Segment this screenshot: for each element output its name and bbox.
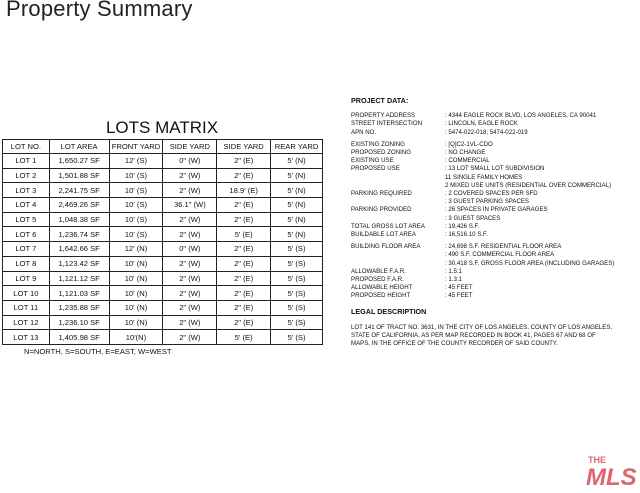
table-cell: 2" (W) xyxy=(163,212,217,227)
project-data-label: APN NO. xyxy=(351,128,377,136)
table-cell: 5' (N) xyxy=(271,154,323,169)
table-cell: 2" (E) xyxy=(217,212,271,227)
project-data-label xyxy=(351,251,445,259)
project-data-row xyxy=(351,182,636,190)
project-data-row xyxy=(351,268,636,276)
table-cell: LOT 3 xyxy=(3,183,50,198)
table-cell: LOT 9 xyxy=(3,271,50,286)
table-cell: 2" (W) xyxy=(163,168,217,183)
column-header: SIDE YARD xyxy=(163,140,217,154)
project-data-row xyxy=(351,129,636,137)
table-cell: LOT 11 xyxy=(3,300,50,315)
table-cell: 12' (S) xyxy=(109,154,163,169)
column-header: LOT NO. xyxy=(3,140,50,154)
table-cell: 5' (S) xyxy=(271,256,323,271)
table-cell: 10' (S) xyxy=(109,212,163,227)
project-data-row xyxy=(351,215,636,223)
table-cell: 2,241.75 SF xyxy=(49,183,109,198)
project-data-row xyxy=(351,149,636,157)
table-cell: 0" (W) xyxy=(163,154,217,169)
table-cell: 36.1" (W) xyxy=(163,198,217,213)
table-cell: 1,235.88 SF xyxy=(49,300,109,315)
legal-description-heading: LEGAL DESCRIPTION xyxy=(351,306,427,316)
project-data-label: BUILDABLE LOT AREA xyxy=(351,231,416,239)
table-row xyxy=(3,227,323,242)
project-data-value: : 3 GUEST PARKING SPACES xyxy=(445,198,529,206)
project-data-value: : COMMERCIAL xyxy=(445,157,490,165)
project-data-row xyxy=(351,243,636,251)
table-cell: 1,501.88 SF xyxy=(49,168,109,183)
table-cell: LOT 2 xyxy=(3,168,50,183)
mls-logo-mls-text: MLS xyxy=(586,464,637,489)
project-data-value: : 45 FEET xyxy=(445,292,473,300)
direction-legend: N=NORTH, S=SOUTH, E=EAST, W=WEST xyxy=(24,347,172,356)
project-data-label: PROPOSED ZONING xyxy=(351,149,411,157)
table-cell: 10' (S) xyxy=(109,227,163,242)
project-data-row xyxy=(351,112,636,120)
table-cell: 1,123.42 SF xyxy=(49,256,109,271)
table-cell: 2" (E) xyxy=(217,315,271,330)
table-cell: 5' (E) xyxy=(217,227,271,242)
project-data-label xyxy=(351,215,445,223)
project-data-label: PROPOSED HEIGHT xyxy=(351,292,411,300)
project-data-value: 2 MIXED USE UNITS (RESIDENTIAL OVER COMMERCIAL) xyxy=(445,181,612,189)
project-data-value: : NO CHANGE xyxy=(445,149,486,157)
table-cell: 5' (N) xyxy=(271,212,323,227)
project-data-label: PROPERTY ADDRESS xyxy=(351,112,416,120)
project-data-row xyxy=(351,284,636,292)
column-header: REAR YARD xyxy=(271,140,323,154)
table-cell: 1,650.27 SF xyxy=(49,154,109,169)
table-cell: 2" (E) xyxy=(217,154,271,169)
table-cell: 2" (E) xyxy=(217,256,271,271)
project-data-label: STREET INTERSECTION xyxy=(351,120,422,128)
table-cell: 1,405.98 SF xyxy=(49,330,109,345)
project-data-value: : 16,516.10 S.F. xyxy=(445,231,488,239)
table-cell: LOT 8 xyxy=(3,256,50,271)
project-data-value: : 3 GUEST SPACES xyxy=(445,214,501,222)
lots-matrix-title: LOTS MATRIX xyxy=(105,118,219,137)
table-row xyxy=(3,183,323,198)
table-cell: 18.9' (E) xyxy=(217,183,271,198)
table-cell: 5' (S) xyxy=(271,242,323,257)
table-row xyxy=(3,300,323,315)
table-row xyxy=(3,212,323,227)
table-row xyxy=(3,168,323,183)
table-cell: 2" (W) xyxy=(163,271,217,286)
table-cell: 10' (N) xyxy=(109,271,163,286)
table-cell: LOT 6 xyxy=(3,227,50,242)
project-data-row xyxy=(351,206,636,214)
table-cell: 2" (W) xyxy=(163,330,217,345)
table-cell: 2" (W) xyxy=(163,183,217,198)
table-cell: LOT 4 xyxy=(3,198,50,213)
project-data-value: : 19,426 S.F. xyxy=(445,222,480,230)
project-data-heading: PROJECT DATA: xyxy=(351,96,409,105)
table-cell: 5' (S) xyxy=(271,300,323,315)
project-data-row xyxy=(351,198,636,206)
project-data-label xyxy=(351,182,445,190)
project-data-row xyxy=(351,223,636,231)
project-data-row xyxy=(351,174,636,182)
project-data-label: BUILDING FLOOR AREA xyxy=(351,243,421,251)
table-cell: 10' (N) xyxy=(109,315,163,330)
project-data-row xyxy=(351,165,636,173)
table-cell: 10' (S) xyxy=(109,168,163,183)
table-cell: 5' (N) xyxy=(271,227,323,242)
table-cell: 1,121.03 SF xyxy=(49,286,109,301)
table-row xyxy=(3,330,323,345)
table-cell: LOT 5 xyxy=(3,212,50,227)
table-row xyxy=(3,256,323,271)
project-data-row xyxy=(351,120,636,128)
mls-logo-watermark xyxy=(586,449,638,489)
column-header: SIDE YARD xyxy=(217,140,271,154)
table-cell: 5' (S) xyxy=(271,315,323,330)
table-cell: LOT 10 xyxy=(3,286,50,301)
project-data-label: TOTAL GROSS LOT AREA xyxy=(351,222,425,230)
project-data-label: ALLOWABLE F.A.R. xyxy=(351,267,406,275)
mls-logo-the-text: THE xyxy=(588,455,606,465)
project-data-row xyxy=(351,292,636,300)
table-row xyxy=(3,242,323,257)
project-data-row xyxy=(351,231,636,239)
table-cell: 1,121.12 SF xyxy=(49,271,109,286)
legal-description-text: LOT 141 OF TRACT NO. 3631, IN THE CITY OF LOS ANGELES, COUNTY OF LOS ANGELES, STATE OF CALIFORNIA, AS PER MAP RECORDED IN BOOK 41, PAGES 67 AND 68 OF MAPS, IN THE OFFICE OF THE COUNTY RECORDER OF SAID COUNTY. xyxy=(351,323,613,348)
lots-matrix-table xyxy=(2,139,323,345)
table-cell: 2" (W) xyxy=(163,286,217,301)
project-data-row xyxy=(351,276,636,284)
table-cell: 2" (E) xyxy=(217,271,271,286)
table-cell: 1,642.66 SF xyxy=(49,242,109,257)
table-cell: 10' (S) xyxy=(109,198,163,213)
project-data-label: PARKING PROVIDED xyxy=(351,206,412,214)
project-data-value: : 45 FEET xyxy=(445,284,473,292)
table-cell: 5' (N) xyxy=(271,183,323,198)
table-cell: 12' (N) xyxy=(109,242,163,257)
table-cell: 2" (W) xyxy=(163,300,217,315)
project-data-value: : 1.5:1 xyxy=(445,267,462,275)
project-data-label xyxy=(351,198,445,206)
table-cell: 1,048.38 SF xyxy=(49,212,109,227)
table-cell: 0" (W) xyxy=(163,242,217,257)
table-cell: LOT 7 xyxy=(3,242,50,257)
table-cell: 2,469.26 SF xyxy=(49,198,109,213)
table-cell: 1,236.10 SF xyxy=(49,315,109,330)
table-row xyxy=(3,271,323,286)
project-data-value: : 13 LOT SMALL LOT SUBDIVISION xyxy=(445,165,545,173)
project-data-label: ALLOWABLE HEIGHT xyxy=(351,284,413,292)
project-data-value: : [Q]C2-1VL-CDO xyxy=(445,140,493,148)
table-cell: 2" (W) xyxy=(163,256,217,271)
project-data-row xyxy=(351,141,636,149)
project-data-list xyxy=(351,112,636,300)
project-data-row xyxy=(351,251,636,259)
project-data-value: : 490 S.F. COMMERCIAL FLOOR AREA xyxy=(445,251,555,259)
project-data-value: : 26 SPACES IN PRIVATE GARAGES xyxy=(445,206,548,214)
project-data-label: PROPOSED F.A.R. xyxy=(351,276,404,284)
project-data-label: EXISTING USE xyxy=(351,157,394,165)
table-row xyxy=(3,286,323,301)
project-data-label: PARKING REQUIRED xyxy=(351,190,412,198)
table-row xyxy=(3,198,323,213)
project-data-label xyxy=(351,260,445,268)
table-cell: 2" (E) xyxy=(217,300,271,315)
table-cell: 5' (N) xyxy=(271,198,323,213)
table-cell: 2" (W) xyxy=(163,227,217,242)
project-data-value: 11 SINGLE FAMILY HOMES xyxy=(445,173,523,181)
table-row xyxy=(3,315,323,330)
project-data-panel xyxy=(351,97,636,348)
table-cell: 2" (E) xyxy=(217,198,271,213)
project-data-value: : 24,698 S.F. RESIDENTIAL FLOOR AREA xyxy=(445,243,562,251)
table-header-row xyxy=(3,140,323,154)
table-cell: 2" (E) xyxy=(217,242,271,257)
table-cell: 2" (E) xyxy=(217,286,271,301)
project-data-label xyxy=(351,174,445,182)
project-data-value: : 2 COVERED SPACES PER SFD xyxy=(445,190,538,198)
table-cell: 1,236.74 SF xyxy=(49,227,109,242)
table-cell: 5' (S) xyxy=(271,286,323,301)
project-data-value: : LINCOLN, EAGLE ROCK xyxy=(445,120,518,128)
lots-matrix-body xyxy=(3,154,323,345)
project-data-value: : 30,418 S.F. GROSS FLOOR AREA (INCLUDING GARAGES) xyxy=(445,259,615,267)
table-cell: LOT 12 xyxy=(3,315,50,330)
project-data-value: : 5474-022-018; 5474-022-019 xyxy=(445,128,528,136)
page-title: Property Summary xyxy=(6,0,193,21)
table-cell: 5' (S) xyxy=(271,330,323,345)
table-cell: 2" (E) xyxy=(217,168,271,183)
table-row xyxy=(3,154,323,169)
table-cell: 10' (N) xyxy=(109,286,163,301)
project-data-label: EXISTING ZONING xyxy=(351,140,405,148)
table-cell: 5' (S) xyxy=(271,271,323,286)
table-cell: 10' (N) xyxy=(109,256,163,271)
table-cell: LOT 13 xyxy=(3,330,50,345)
table-cell: 5' (E) xyxy=(217,330,271,345)
table-cell: 5' (N) xyxy=(271,168,323,183)
project-data-row xyxy=(351,190,636,198)
table-cell: 10'(N) xyxy=(109,330,163,345)
table-cell: 2" (W) xyxy=(163,315,217,330)
column-header: LOT AREA xyxy=(49,140,109,154)
table-cell: 10' (S) xyxy=(109,183,163,198)
table-cell: LOT 1 xyxy=(3,154,50,169)
table-cell: 10' (N) xyxy=(109,300,163,315)
project-data-value: : 4344 EAGLE ROCK BLVD, LOS ANGELES, CA 90041 xyxy=(445,112,597,120)
project-data-value: : 1.3:1 xyxy=(445,276,462,284)
project-data-row xyxy=(351,260,636,268)
project-data-label: PROPOSED USE xyxy=(351,165,400,173)
project-data-row xyxy=(351,157,636,165)
column-header: FRONT YARD xyxy=(109,140,163,154)
